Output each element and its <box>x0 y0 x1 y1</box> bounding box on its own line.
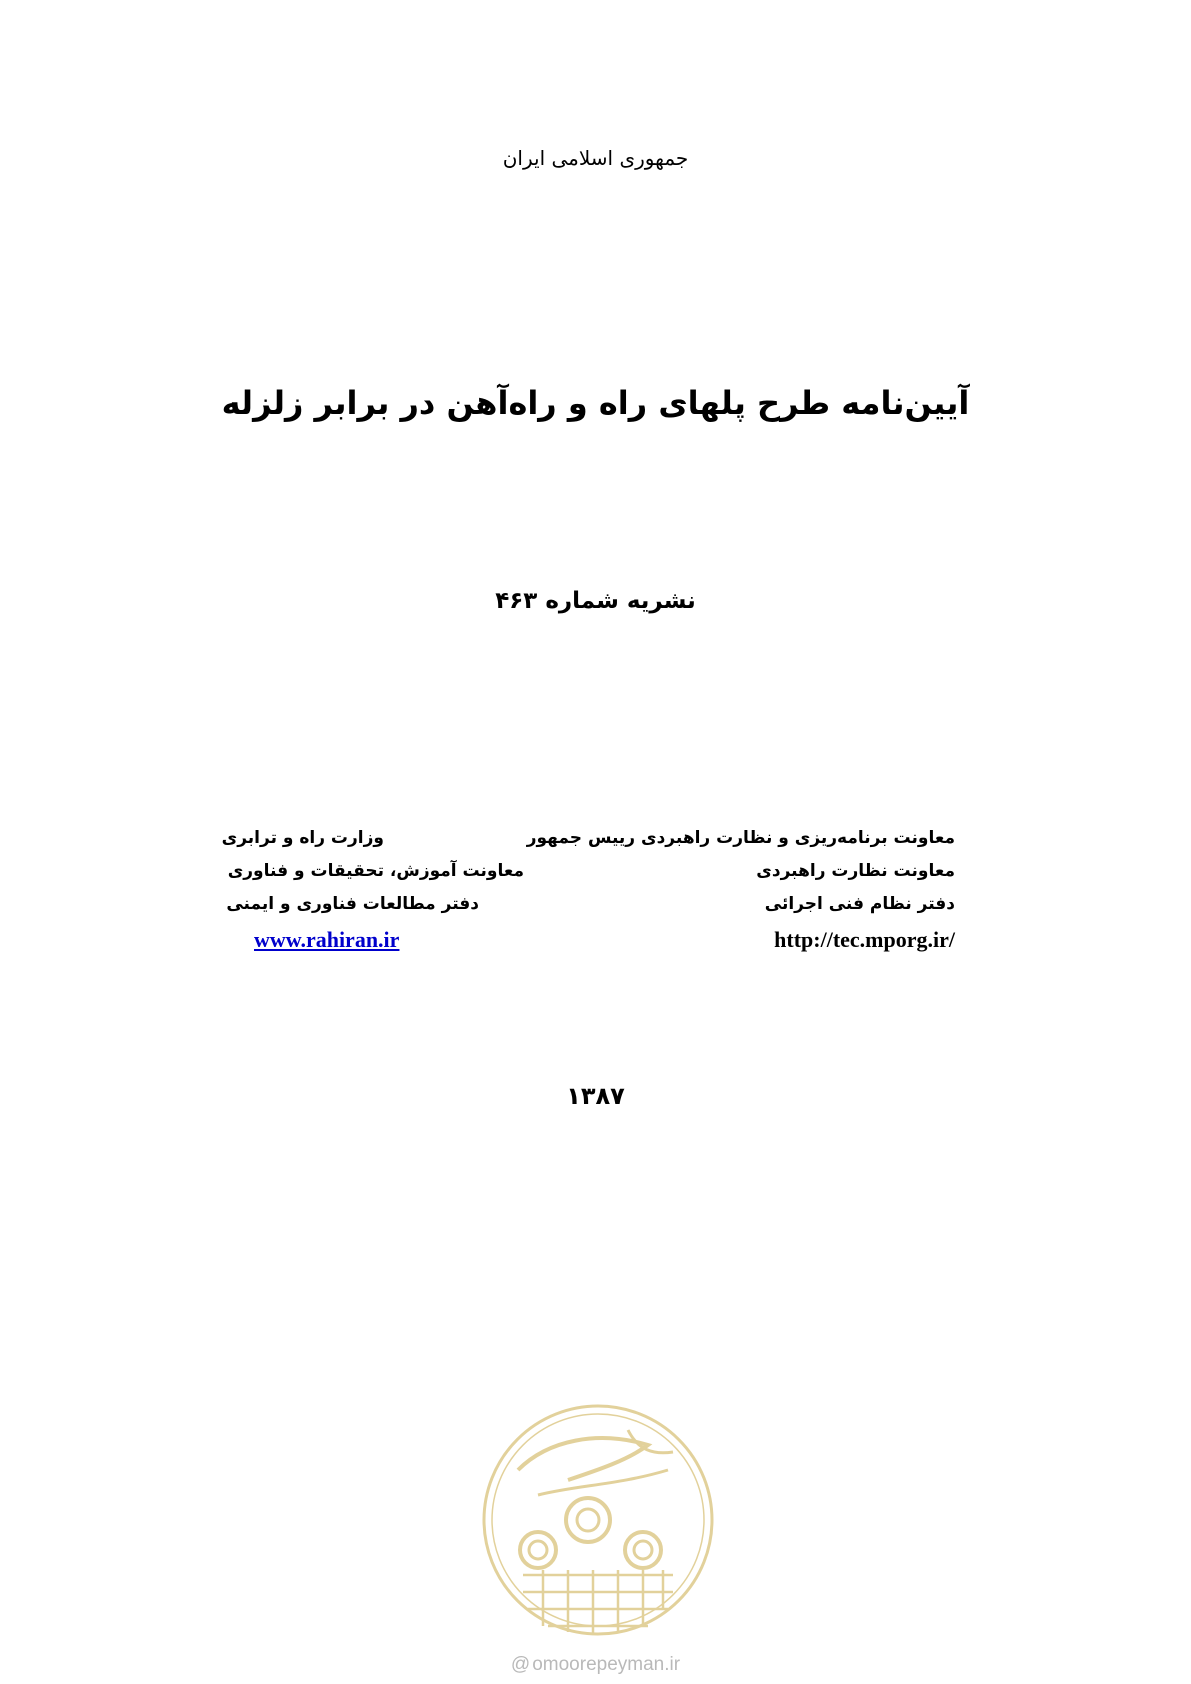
document-title: آیین‌نامه طرح پلهای راه و راه‌آهن در برابر زلزله <box>221 384 970 422</box>
org-left-line-1: وزارت راه و ترابری <box>221 828 384 848</box>
org-right-line-2: معاونت نظارت راهبردی <box>756 861 955 881</box>
org-left-line-2: معاونت آموزش، تحقیقات و فناوری <box>227 861 524 881</box>
org-left-url-link[interactable]: www.rahiran.ir <box>254 927 400 952</box>
publication-number: نشریه شماره ۴۶۳ <box>495 588 696 614</box>
org-right-line-1: معاونت برنامه‌ریزی و نظارت راهبردی رییس جمهور <box>526 828 955 848</box>
seal-watermark-logo <box>478 1400 718 1640</box>
org-right-url: http://tec.mporg.ir/ <box>774 927 955 952</box>
org-left-line-3: دفتر مطالعات فناوری و ایمنی <box>226 894 479 914</box>
org-right-line-3: دفتر نظام فنی اجرائی <box>764 894 955 914</box>
organization-block-left <box>221 822 524 956</box>
organization-block-right <box>525 822 955 956</box>
watermark-credit <box>0 1654 1191 1676</box>
watermark-text: omoorepeyman.ir <box>532 1654 681 1675</box>
publication-year: ۱۳۸۷ <box>566 1082 625 1110</box>
at-sign-icon: @ <box>510 1654 531 1675</box>
country-header: جمهوری اسلامی ایران <box>502 146 689 170</box>
